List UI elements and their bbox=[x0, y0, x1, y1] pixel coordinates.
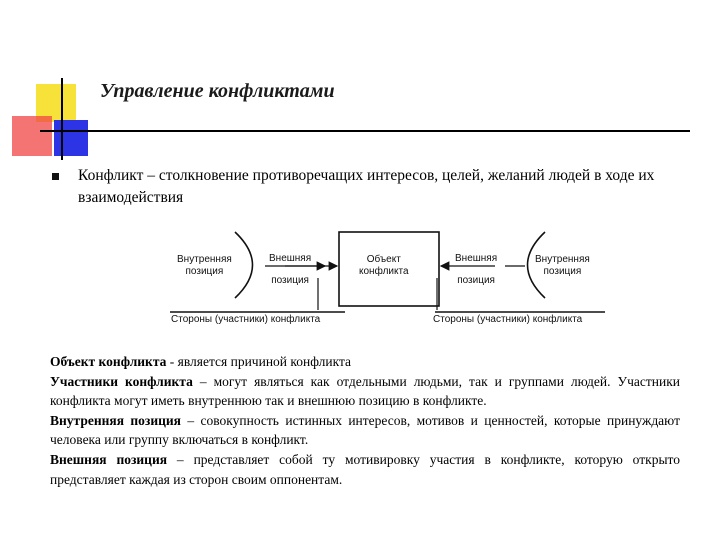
title-rule bbox=[40, 130, 690, 132]
inner-position-right: Внутренняя позиция bbox=[535, 254, 590, 277]
participants-text: – могут являться как отдельными людьми, так и группами людей. Участники конфликта могут иметь внутреннюю так и внешнюю позицию в конфликте. bbox=[50, 373, 680, 409]
object-paragraph bbox=[50, 352, 680, 372]
deco-vertical-line bbox=[61, 78, 63, 160]
inner-position-left: Внутренняя позиция bbox=[177, 254, 232, 277]
inner-text: – совокупность истинных интересов, мотивов и ценностей, которые принуждают человека или группу включаться в конфликт. bbox=[50, 412, 680, 448]
deco-red-square bbox=[12, 116, 52, 156]
parties-right-label: Стороны (участники) конфликта bbox=[433, 314, 583, 325]
outer-position-left: Внешняя позиция bbox=[269, 253, 312, 286]
outer-position-right: Внешняя позиция bbox=[455, 253, 498, 286]
conflict-diagram bbox=[165, 230, 615, 330]
left-arc bbox=[235, 232, 253, 298]
inner-paragraph bbox=[50, 411, 680, 450]
participants-term: Участники конфликта bbox=[50, 373, 193, 389]
body-text bbox=[50, 352, 680, 489]
participants-paragraph bbox=[50, 372, 680, 411]
object-text: - является причиной конфликта bbox=[166, 354, 352, 369]
deco-blue-square bbox=[54, 120, 88, 156]
outer-paragraph bbox=[50, 450, 680, 489]
outer-text: – представляет собой ту мотивировку участия в конфликте, которую открыто представляет каждая из сторон своим оппонентам. bbox=[50, 451, 681, 487]
parties-left-label: Стороны (участники) конфликта bbox=[171, 314, 321, 325]
conflict-definition: Конфликт – столкновение противоречащих интересов, целей, желаний людей в ходе их взаимодействия bbox=[78, 167, 655, 206]
object-term: Объект конфликта bbox=[50, 354, 167, 369]
object-label: Объект конфликта bbox=[359, 254, 409, 277]
bullet-icon bbox=[52, 173, 59, 180]
page-title: Управление конфликтами bbox=[100, 80, 335, 102]
outer-term: Внешняя позиция bbox=[50, 451, 168, 467]
inner-term: Внутренняя позиция bbox=[50, 412, 181, 428]
